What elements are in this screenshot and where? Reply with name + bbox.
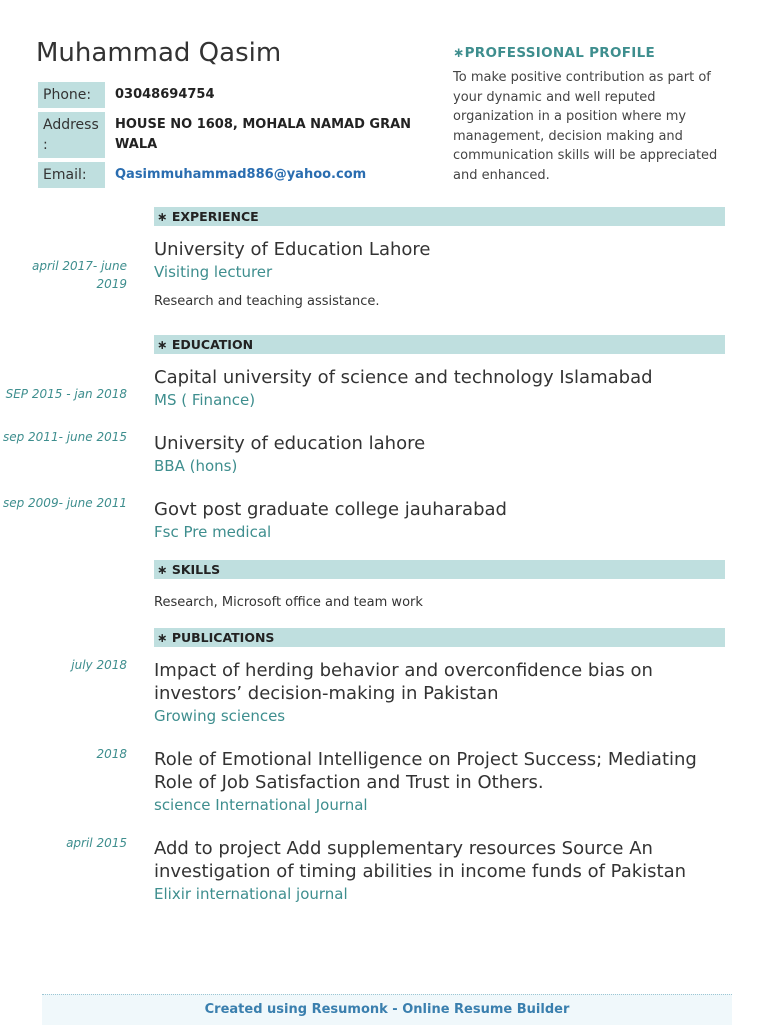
entry-subtitle: BBA (hons) [154, 457, 238, 475]
skills-text: Research, Microsoft office and team work [154, 595, 423, 610]
entry-subtitle: Growing sciences [154, 707, 286, 725]
profile-text: To make positive contribution as part of your dynamic and well reputed organization in a position where my management, decision making and communication skills will be appreciated and enhanced. [453, 70, 718, 183]
phone-label: Phone: [38, 82, 105, 108]
entry-subtitle: science International Journal [154, 796, 368, 814]
section-heading-publications: ∗ PUBLICATIONS [154, 628, 725, 647]
publication-entry [0, 837, 768, 905]
entry-date: 2018 [96, 747, 127, 761]
entry-title: Govt post graduate college jauharabad [154, 499, 507, 520]
resume-main [0, 207, 768, 905]
section-heading-education: ∗ EDUCATION [154, 335, 725, 354]
entry-title: Add to project Add supplementary resources Source An investigation of timing abilities in income funds of Pakistan [154, 838, 687, 882]
entry-title: Capital university of science and technology Islamabad [154, 367, 653, 388]
address-label: Address : [38, 112, 105, 158]
entry-date: SEP 2015 - jan 2018 [5, 387, 127, 401]
entry-date: sep 2011- june 2015 [2, 430, 127, 444]
email-link[interactable]: Qasimmuhammad886@yahoo.com [115, 167, 367, 182]
entry-description: Research and teaching assistance. [154, 294, 380, 309]
address-value: HOUSE NO 1608, MOHALA NAMAD GRAN WALA [115, 117, 412, 152]
candidate-name: Muhammad Qasim [36, 38, 282, 68]
entry-subtitle: Elixir international journal [154, 885, 348, 903]
entry-title: University of education lahore [154, 433, 426, 454]
professional-profile [453, 45, 728, 186]
experience-entry [0, 238, 768, 311]
entry-title: University of Education Lahore [154, 239, 431, 260]
publication-entry [0, 748, 768, 816]
entry-date: sep 2009- june 2011 [2, 496, 127, 510]
section-heading-experience: ∗ EXPERIENCE [154, 207, 725, 226]
contact-row-email [38, 162, 428, 188]
entry-title: Role of Emotional Intelligence on Project Success; Mediating Role of Job Satisfaction and Trust in Others. [154, 749, 697, 793]
entry-subtitle: Visiting lecturer [154, 263, 273, 281]
email-label: Email: [38, 162, 105, 188]
section-heading-skills: ∗ SKILLS [154, 560, 725, 579]
entry-subtitle: Fsc Pre medical [154, 523, 272, 541]
contact-table [38, 82, 428, 192]
contact-row-phone [38, 82, 428, 108]
entry-subtitle: MS ( Finance) [154, 391, 256, 409]
entry-date: july 2018 [71, 658, 127, 672]
footer-credit[interactable]: Created using Resumonk - Online Resume Builder [42, 994, 732, 1025]
entry-date: april 2015 [66, 836, 127, 850]
profile-heading: ∗PROFESSIONAL PROFILE [453, 45, 656, 61]
entry-date: april 2017- june 2019 [32, 259, 127, 291]
education-entry [0, 432, 768, 477]
education-entry [0, 366, 768, 411]
publication-entry [0, 659, 768, 727]
entry-title: Impact of herding behavior and overconfidence bias on investors’ decision-making in Pakistan [154, 660, 653, 704]
education-entry [0, 498, 768, 543]
phone-value: 03048694754 [115, 87, 215, 102]
contact-row-address [38, 112, 428, 158]
